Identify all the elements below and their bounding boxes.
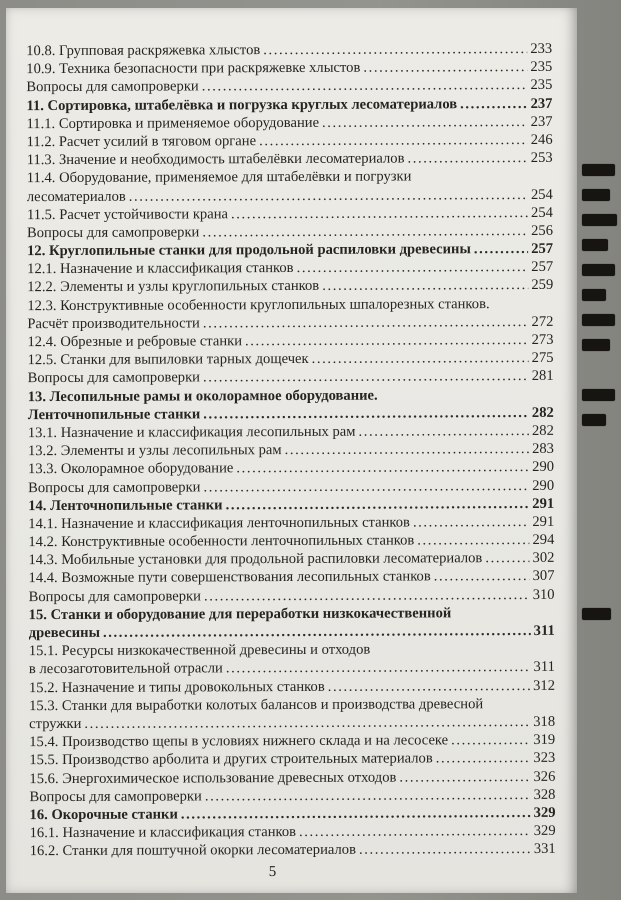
- dot-leader: [358, 422, 529, 441]
- toc-entry-label: 10.8. Групповая раскряжевка хлыстов: [26, 42, 261, 60]
- toc-entry-line: [27, 131, 553, 151]
- toc-entry-label: 12. Круглопильные станки для продольной распиловки древесины: [27, 241, 471, 260]
- toc-entry-label: 14.2. Конструктивные особенности ленточнопильных станков: [28, 532, 415, 551]
- dot-leader: [202, 76, 528, 96]
- dot-leader: [181, 804, 531, 824]
- toc-entry-line: [28, 476, 554, 496]
- toc-entry-label: 12.3. Конструктивные особенности круглопильных шпалорезных станков.: [27, 295, 490, 314]
- toc-entry-page: 259: [531, 277, 554, 294]
- toc-entry-line: [26, 40, 552, 60]
- toc-entry-label: 13.3. Околорамное оборудование: [27, 460, 234, 478]
- toc-entry: [26, 76, 552, 96]
- adjacent-page-text-artifact: [582, 314, 615, 326]
- adjacent-page-edge: [577, 0, 621, 900]
- adjacent-page-text-artifact: [582, 608, 611, 620]
- toc-entry: [28, 513, 554, 533]
- toc-entry: [29, 731, 555, 751]
- dot-leader: [434, 567, 530, 586]
- toc-entry-label: 11.2. Расчет усилий в тяговом органе: [26, 133, 257, 151]
- toc-entry-label: 15.1. Ресурсы низкокачественной древесины и отходов: [28, 641, 371, 660]
- toc-entry-label: Вопросы для самопроверки: [28, 478, 201, 496]
- toc-entry-page: 282: [531, 422, 554, 439]
- toc-entry-line: [26, 113, 552, 133]
- toc-entry: [28, 458, 554, 478]
- dot-leader: [226, 658, 531, 678]
- page-number: 5: [268, 863, 277, 881]
- toc-entry-label: 11.4. Оборудование, применяемое для штабелёвки и погрузки: [26, 168, 412, 187]
- toc-entry-label: 15.5. Производство арболита и других строительных материалов: [29, 750, 433, 769]
- dot-leader: [84, 713, 530, 733]
- toc-entry-page: 328: [533, 786, 556, 803]
- toc-entry-page: 282: [531, 404, 554, 421]
- toc-entry-line: [29, 622, 555, 642]
- adjacent-page-text-artifact: [582, 214, 617, 226]
- toc-entry-label: 15.3. Станки для выработки колотых балансов и производства древесной: [29, 695, 484, 714]
- toc-entry-line: [29, 731, 555, 751]
- toc-entry-line: [29, 767, 555, 787]
- toc-entry-page: 310: [532, 586, 555, 603]
- dot-leader: [359, 840, 531, 859]
- toc-entry-label: Вопросы для самопроверки: [28, 588, 201, 605]
- toc-entry-label: 11.3. Значение и необходимость штабелёвки лесоматериалов: [26, 150, 405, 169]
- toc-entry-page: 257: [531, 240, 554, 258]
- toc-entry-line: [28, 440, 554, 460]
- toc-entry: [30, 822, 556, 842]
- toc-entry-label: 13.2. Элементы и узлы лесопильных рам: [27, 442, 282, 460]
- toc-entry: [28, 476, 554, 496]
- toc-entry-label: 16.2. Станки для поштучной окорки лесоматериалов: [29, 841, 356, 860]
- toc-entry: [28, 549, 554, 569]
- toc-entry-page: 233: [530, 40, 553, 57]
- toc-entry-label: в лесозаготовительной отрасли: [28, 660, 223, 678]
- toc-entry-line: [28, 531, 554, 551]
- toc-entry: [27, 258, 553, 278]
- toc-entry-page: 254: [530, 186, 553, 203]
- dot-leader: [312, 349, 529, 368]
- toc-entry-line: [27, 149, 553, 169]
- toc-entry: [26, 58, 552, 78]
- toc-entry: [28, 440, 554, 460]
- dot-leader: [203, 404, 529, 424]
- dot-leader: [417, 531, 529, 550]
- dot-leader: [245, 331, 529, 350]
- toc-entry-label: 16. Окорочные станки: [29, 806, 178, 824]
- toc-entry-label: 16.1. Назначение и классификация станков: [29, 824, 297, 842]
- dot-leader: [129, 185, 528, 205]
- dot-leader: [203, 367, 529, 387]
- toc-entry-page: 323: [533, 750, 556, 767]
- toc-entry-label: Вопросы для самопроверки: [29, 788, 202, 805]
- toc-entry-page: 253: [530, 149, 553, 167]
- page-content: [26, 40, 556, 884]
- toc-entry-line: [27, 258, 553, 278]
- toc-entry-label: 14.3. Мобильные установки для продольной распиловки лесоматериалов: [28, 550, 483, 569]
- toc-entry-page: 290: [532, 477, 555, 494]
- toc-entry: [29, 604, 555, 643]
- toc-entry-label: Ленточнопильные станки: [27, 406, 201, 423]
- toc-entry-page: 246: [530, 131, 553, 148]
- toc-entry-label: Вопросы для самопроверки: [27, 369, 201, 387]
- toc-entry-page: 273: [531, 331, 554, 348]
- toc-entry-line: [29, 695, 555, 715]
- toc-entry-line: [29, 640, 555, 660]
- adjacent-page-text-artifact: [582, 389, 615, 401]
- toc-entry-page: 319: [533, 731, 556, 749]
- dot-leader: [328, 677, 530, 696]
- toc-entry-page: 235: [530, 77, 553, 94]
- dot-leader: [436, 749, 531, 768]
- toc-entry: [28, 367, 554, 387]
- toc-entry-line: [26, 58, 552, 78]
- toc-entry: [28, 385, 554, 424]
- toc-entry-line: [26, 94, 552, 114]
- toc-entry-label: 11. Сортировка, штабелёвка и погрузка круглых лесоматериалов: [26, 95, 458, 114]
- dot-leader: [202, 222, 528, 242]
- toc-entry-line: [29, 604, 555, 624]
- toc-entry-page: 290: [532, 459, 555, 476]
- toc-entry-label: Вопросы для самопроверки: [26, 224, 200, 242]
- dot-leader: [460, 95, 527, 113]
- toc-entry: [28, 567, 554, 587]
- toc-entry: [27, 331, 553, 351]
- toc-entry-label: 11.1. Сортировка и применяемое оборудование: [26, 114, 320, 132]
- toc-entry-line: [27, 294, 553, 314]
- toc-entry-page: 307: [532, 568, 555, 585]
- dot-leader: [451, 731, 530, 750]
- toc-entry: [27, 149, 553, 169]
- dot-leader: [285, 440, 529, 459]
- toc-entry-line: [29, 658, 555, 678]
- toc-entry-label: 15.6. Энергохимическое использование древесных отходов: [29, 769, 397, 787]
- toc-entry-page: 329: [533, 804, 556, 821]
- dot-leader: [413, 513, 530, 532]
- dot-leader: [205, 786, 531, 806]
- toc-entry: [27, 276, 553, 296]
- toc-entry-label: 12.5. Станки для выпиловки тарных дощечек: [27, 351, 309, 369]
- toc-entry-line: [27, 331, 553, 351]
- toc-entry: [27, 204, 553, 224]
- toc-entry-line: [27, 240, 553, 260]
- toc-entry-label: 10.9. Техника безопасности при раскряжевке хлыстов: [26, 59, 361, 78]
- toc-entry-page: 256: [531, 222, 554, 239]
- toc-entry-label: 13. Лесопильные рамы и околорамное оборудование.: [27, 387, 378, 405]
- toc-entry-page: 312: [533, 677, 556, 694]
- dot-leader: [485, 549, 529, 567]
- toc-entry-label: 14.1. Назначение и классификация ленточнопильных станков: [28, 514, 410, 533]
- toc-entry-page: 291: [532, 513, 555, 530]
- toc-entry: [28, 349, 554, 369]
- toc-entry-line: [28, 513, 554, 533]
- table-of-contents: [26, 40, 556, 861]
- toc-entry-line: [28, 495, 554, 515]
- toc-entry-line: [27, 167, 553, 187]
- toc-entry-label: 14. Ленточнопильные станки: [28, 496, 223, 514]
- toc-entry: [29, 804, 555, 824]
- dot-leader: [363, 58, 527, 77]
- dot-leader: [231, 204, 528, 223]
- toc-entry: [26, 94, 552, 114]
- toc-entry: [29, 585, 555, 605]
- toc-entry-label: 15.4. Производство щепы в условиях нижнего склада и на лесосеке: [29, 732, 449, 751]
- toc-entry-page: 291: [532, 495, 555, 512]
- toc-entry-page: 272: [531, 313, 554, 330]
- toc-entry: [29, 676, 555, 696]
- toc-entry-page: 318: [533, 713, 556, 730]
- toc-entry-line: [28, 422, 554, 442]
- toc-entry-page: 237: [530, 95, 553, 112]
- toc-entry: [27, 222, 553, 242]
- toc-entry-line: [28, 385, 554, 405]
- adjacent-page-text-artifact: [582, 339, 610, 351]
- toc-entry: [29, 695, 555, 734]
- dot-leader: [399, 767, 530, 786]
- toc-entry-line: [27, 185, 553, 205]
- dot-leader: [259, 131, 528, 150]
- dot-leader: [263, 40, 527, 59]
- adjacent-page-text-artifact: [582, 264, 615, 276]
- toc-entry-line: [27, 276, 553, 296]
- toc-entry-page: 281: [531, 368, 554, 385]
- toc-entry-label: 15. Станки и оборудование для переработки низкокачественной: [28, 605, 452, 623]
- adjacent-page-text-artifact: [582, 414, 606, 426]
- toc-entry-label: 15.2. Назначение и типы дровокольных станков: [28, 678, 325, 696]
- dot-leader: [322, 113, 528, 132]
- toc-entry-line: [27, 222, 553, 242]
- toc-entry-page: 254: [530, 204, 553, 221]
- toc-entry-page: 329: [533, 822, 556, 840]
- toc-entry-label: 12.4. Обрезные и ребровые станки: [27, 333, 243, 351]
- toc-entry-page: 294: [532, 531, 555, 549]
- toc-entry-label: лесоматериалов: [26, 188, 126, 205]
- toc-entry: [29, 786, 555, 806]
- toc-entry-line: [28, 549, 554, 569]
- toc-entry-page: 311: [533, 622, 555, 639]
- toc-entry-page: 311: [533, 659, 555, 676]
- dot-leader: [299, 822, 531, 841]
- dot-leader: [236, 458, 529, 477]
- dot-leader: [407, 149, 527, 168]
- toc-entry: [27, 294, 553, 333]
- toc-entry-label: древесины: [28, 624, 100, 642]
- toc-entry-page: 257: [531, 259, 554, 276]
- toc-entry-line: [29, 786, 555, 806]
- toc-entry-label: Расчёт производительности: [27, 315, 200, 332]
- toc-entry-page: 326: [533, 768, 556, 785]
- dot-leader: [297, 258, 529, 277]
- toc-entry: [27, 167, 553, 206]
- toc-entry-line: [26, 76, 552, 96]
- toc-entry: [29, 749, 555, 769]
- adjacent-page-text-artifact: [582, 289, 606, 301]
- toc-entry-label: 12.1. Назначение и классификация станков: [27, 260, 294, 278]
- toc-entry-line: [29, 676, 555, 696]
- toc-entry-page: 283: [532, 440, 554, 458]
- toc-entry-page: 237: [530, 113, 553, 130]
- toc-entry-line: [27, 313, 553, 333]
- dot-leader: [103, 622, 531, 642]
- toc-entry-label: 12.2. Элементы и узлы круглопильных станков: [27, 278, 320, 296]
- toc-entry-line: [28, 567, 554, 587]
- adjacent-page-text-artifact: [582, 239, 608, 251]
- toc-entry-page: 302: [532, 550, 555, 567]
- toc-entry-label: 11.5. Расчет устойчивости крана: [26, 205, 229, 223]
- dot-leader: [204, 586, 530, 606]
- toc-entry-line: [28, 349, 554, 369]
- toc-entry-label: Вопросы для самопроверки: [26, 78, 199, 96]
- toc-entry-line: [28, 404, 554, 424]
- toc-entry-label: стружки: [29, 715, 82, 733]
- toc-entry: [27, 131, 553, 151]
- toc-entry-line: [29, 713, 555, 733]
- toc-entry-line: [30, 840, 556, 860]
- toc-entry-line: [29, 585, 555, 605]
- toc-entry-label: 14.4. Возможные пути совершенствования лесопильных станков: [28, 568, 431, 587]
- toc-entry: [28, 531, 554, 551]
- toc-entry: [28, 495, 554, 515]
- toc-entry-page: 275: [531, 350, 554, 367]
- toc-page: [6, 8, 577, 893]
- toc-entry: [30, 840, 556, 860]
- toc-entry-line: [29, 749, 555, 769]
- toc-entry: [26, 40, 552, 60]
- dot-leader: [226, 495, 530, 515]
- toc-entry-line: [30, 822, 556, 842]
- adjacent-page-text-artifact: [582, 189, 610, 201]
- toc-entry-page: 235: [530, 59, 553, 76]
- toc-entry-label: 13.1. Назначение и классификация лесопильных рам: [27, 423, 356, 442]
- dot-leader: [203, 476, 529, 496]
- toc-entry-line: [28, 458, 554, 478]
- dot-leader: [322, 276, 528, 295]
- toc-entry-line: [27, 204, 553, 224]
- adjacent-page-text-artifact: [582, 164, 615, 176]
- toc-entry: [29, 640, 555, 679]
- toc-entry: [27, 240, 553, 260]
- toc-entry-line: [29, 804, 555, 824]
- toc-entry: [26, 113, 552, 133]
- dot-leader: [203, 313, 529, 333]
- toc-entry-page: 331: [533, 841, 556, 858]
- toc-entry: [29, 767, 555, 787]
- dot-leader: [474, 240, 528, 258]
- toc-entry-line: [28, 367, 554, 387]
- toc-entry: [28, 422, 554, 442]
